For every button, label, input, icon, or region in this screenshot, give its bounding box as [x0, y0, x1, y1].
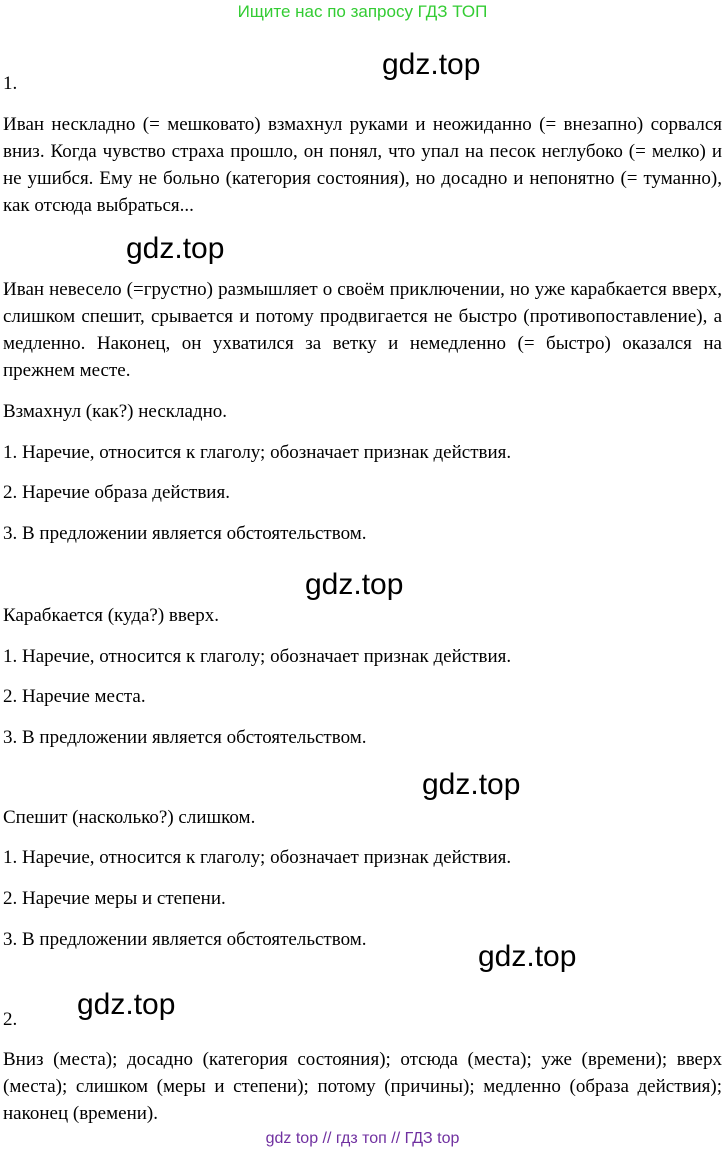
watermark: gdz.top	[305, 568, 404, 601]
analysis-point: 1. Наречие, относится к глаголу; обозначает признак действия.	[3, 442, 512, 463]
analysis-point: 2. Наречие меры и степени.	[3, 888, 226, 909]
top-banner: Ищите нас по запросу ГДЗ ТОП	[237, 2, 488, 21]
analysis-point: 1. Наречие, относится к глаголу; обозначает признак действия.	[3, 847, 512, 868]
watermark: gdz.top	[77, 988, 176, 1021]
analysis-heading: Взмахнул (как?) нескладно.	[3, 401, 227, 422]
task1-paragraph-2: Иван невесело (=грустно) размышляет о своём приключении, но уже карабкается вверх, слишком спешит, срывается и потому продвигается не быстро (противопоставление), а медленно. Наконец, он ухватился за ветку и немедленно (= быстро) оказался на прежнем месте.	[3, 279, 722, 381]
analysis-point: 1. Наречие, относится к глаголу; обозначает признак действия.	[3, 646, 512, 667]
footer-links: gdz top // гдз топ // ГДЗ top	[265, 1130, 460, 1147]
analysis-point: 2. Наречие места.	[3, 686, 146, 707]
analysis-point: 3. В предложении является обстоятельством.	[3, 727, 367, 748]
watermark: gdz.top	[422, 768, 521, 801]
task-number-2: 2.	[3, 1009, 18, 1030]
task-number-1: 1.	[3, 73, 18, 94]
task1-paragraph-1: Иван нескладно (= мешковато) взмахнул руками и неожиданно (= внезапно) сорвался вниз. Когда чувство страха прошло, он понял, что упал на песок неглубоко (= мелко) и не ушибся. Ему не больно (категория состояния), но досадно и непонятно (= туманно), как отсюда выбраться...	[3, 114, 722, 216]
watermark: gdz.top	[478, 940, 577, 973]
watermark: gdz.top	[382, 48, 481, 81]
analysis-heading: Карабкается (куда?) вверх.	[3, 605, 219, 626]
watermark: gdz.top	[126, 232, 225, 265]
analysis-point: 3. В предложении является обстоятельством.	[3, 929, 367, 950]
analysis-point: 2. Наречие образа действия.	[3, 482, 230, 503]
task2-paragraph: Вниз (места); досадно (категория состояния); отсюда (места); уже (времени); вверх (места); слишком (меры и степени); потому (причины); медленно (образа действия); наконец (времени).	[3, 1049, 722, 1124]
analysis-heading: Спешит (насколько?) слишком.	[3, 807, 256, 828]
analysis-point: 3. В предложении является обстоятельством.	[3, 523, 367, 544]
